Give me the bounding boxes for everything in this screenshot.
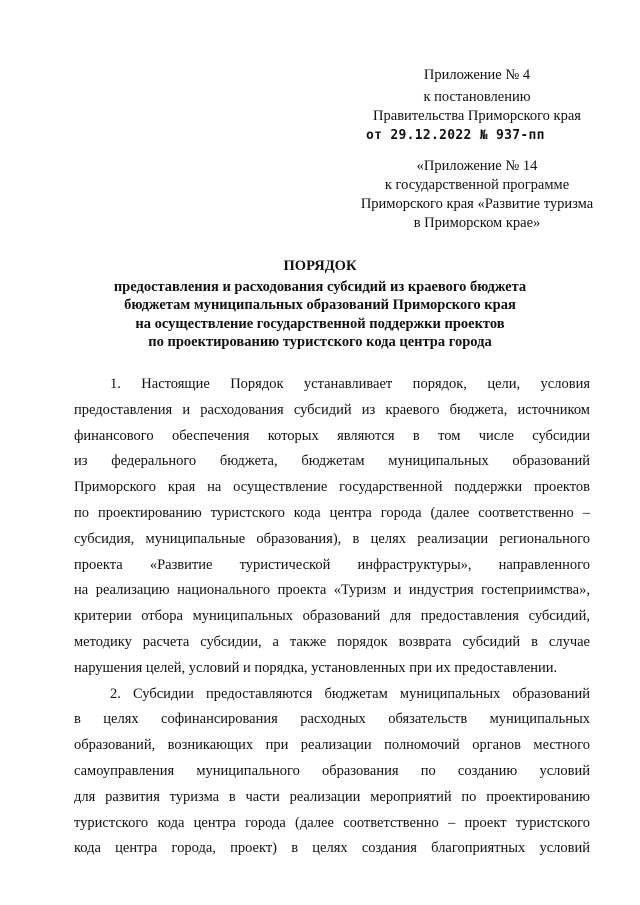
appendix-14: «Приложение № 14 [416,158,538,174]
government-name: Правительства Приморского края [373,108,581,124]
paragraph-1-line: методику расчета субсидии, а также порядок возврата субсидий в случае [74,633,590,650]
paragraph-2-line: 2. Субсидии предоставляются бюджетам муниципальных образований [110,685,590,702]
paragraph-1-line: на реализацию национального проекта «Туризм и индустрия гостеприимства», [74,582,590,599]
paragraph-1-line: Приморского края на осуществление государственной поддержки проектов [74,479,590,496]
paragraph-2-line: самоуправления муниципального образования по созданию условий [74,762,590,779]
to-program: к государственной программе [384,177,570,193]
appendix-header [352,66,602,233]
paragraph-1-line: субсидия, муниципальные образования), в целях реализации регионального [74,530,590,547]
paragraph-1-line: критерии отбора муниципальных образований для предоставления субсидий, [74,608,590,625]
paragraph-1-line: по проектированию туристского кода центра города (далее соответственно – [74,504,590,521]
paragraph-2-line: кода центра города, проект) в целях создания благоприятных условий [74,840,590,857]
paragraph-1 [74,372,590,682]
header-gap [352,145,602,157]
document-title: ПОРЯДОК [283,258,357,274]
program-name-line-2: в Приморском крае» [413,215,541,231]
heading-line-2: бюджетам муниципальных образований Приморского края [124,297,516,313]
paragraph-2-line: для развития туризма в части реализации мероприятий по проектированию [74,788,590,805]
document-heading [80,257,560,352]
paragraph-1-line: нарушения целей, условий и порядка, установленных при их предоставлении. [74,659,558,676]
heading-line-1: предоставления и расходования субсидий из краевого бюджета [113,278,527,295]
paragraph-2-line: туристского кода центра города (далее соответственно – проект туристского [74,814,590,831]
resolution-stamp: от 29.12.2022 № 937-пп [366,128,545,143]
paragraph-1-line: 1. Настоящие Порядок устанавливает порядок, цели, условия [110,376,590,392]
paragraph-1-line: финансового обеспечения которых являются в том числе субсидии [74,427,590,444]
appendix-number: Приложение № 4 [423,67,531,83]
heading-line-3: на осуществление государственной поддержки проектов [135,315,505,332]
document-body [74,372,590,862]
paragraph-2 [74,682,590,863]
paragraph-2-line: образований, возникающих при реализации полномочий органов местного [74,737,590,754]
paragraph-1-line: из федерального бюджета, бюджетам муниципальных образований [74,453,590,470]
program-name-line-1: Приморского края «Развитие туризма [360,196,594,212]
heading-line-4: по проектированию туристского кода центра города [148,334,492,350]
to-resolution: к постановлению [423,89,531,105]
paragraph-2-line: в целях софинансирования расходных обязательств муниципальных [74,711,590,728]
paragraph-1-line: предоставления и расходования субсидий из краевого бюджета, источником [74,401,590,418]
paragraph-1-line: проекта «Развитие туристической инфраструктуры», направленного [74,556,590,573]
